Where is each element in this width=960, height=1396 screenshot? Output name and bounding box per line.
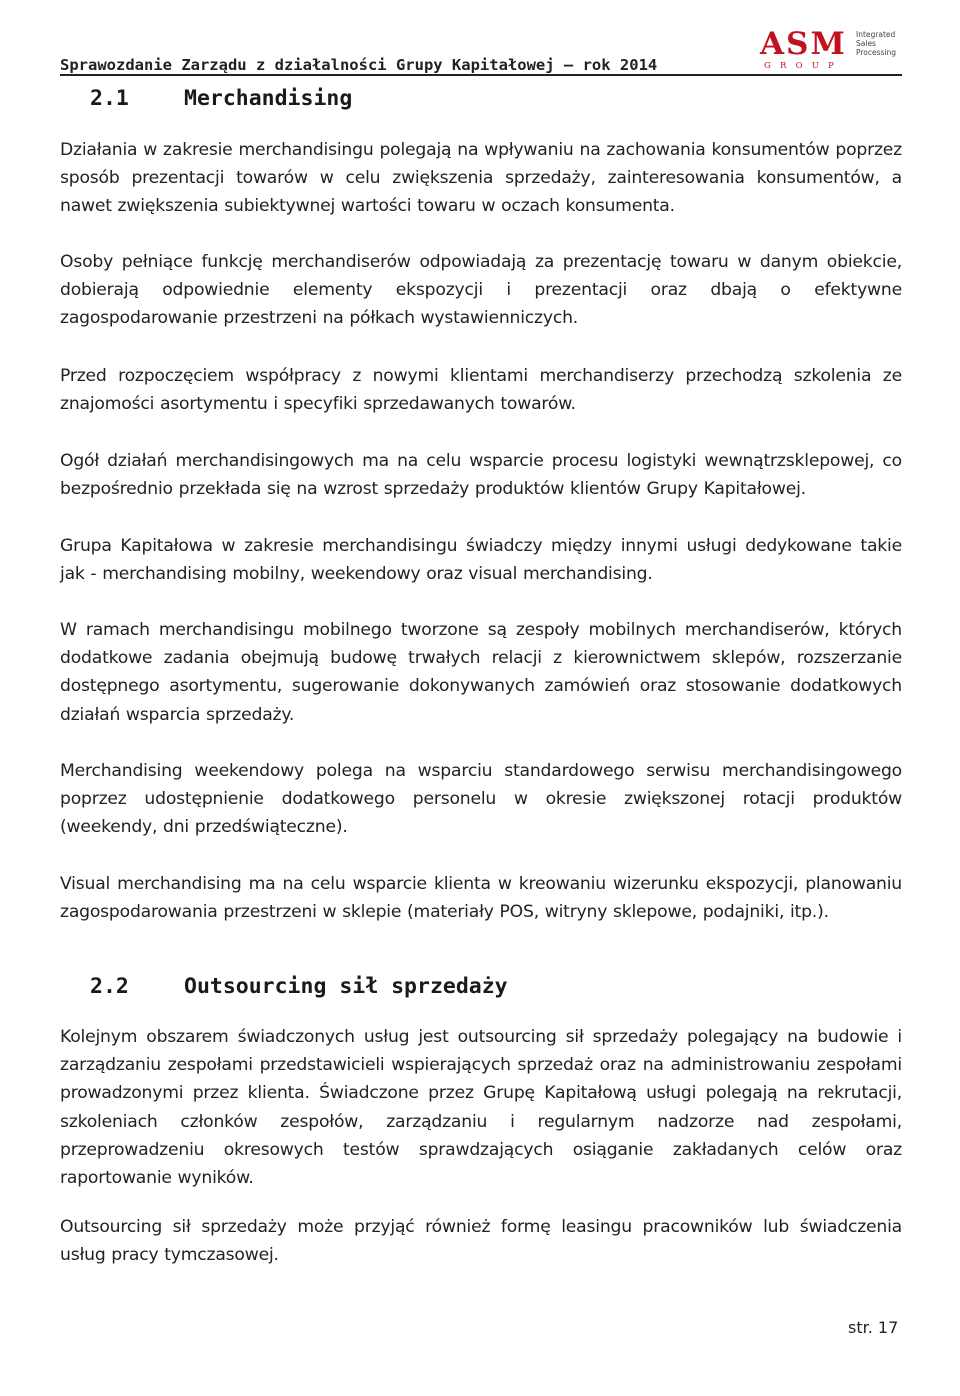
section-title: Merchandising [184,86,353,111]
asm-group-logo [760,28,902,70]
logo-tagline-line: Integrated [856,30,896,39]
paragraph: Grupa Kapitałowa w zakresie merchandisingu świadczy między innymi usługi dedykowane takie jak - merchandising mobilny, weekendowy oraz visual merchandising. [60,536,902,585]
paragraph: Merchandising weekendowy polega na wsparciu standardowego serwisu merchandisingowego poprzez udostępnienie dodatkowego personelu w okresie zwiększonej rotacji produktów (weekendy, dni przedświąteczne). [60,761,902,838]
paragraph: Outsourcing sił sprzedaży może przyjąć również formę leasingu pracowników lub świadczenia usług pracy tymczasowej. [60,1217,902,1266]
paragraph: Visual merchandising ma na celu wsparcie klienta w kreowaniu wizerunku ekspozycji, planowaniu zagospodarowania przestrzeni w sklepie (materiały POS, witryny sklepowe, podajniki, itp.). [60,874,902,923]
section-number: 2.1 [90,86,129,111]
paragraph: Kolejnym obszarem świadczonych usług jest outsourcing sił sprzedaży polegający na budowie i zarządzaniu zespołami przedstawicieli wspierających sprzedaż oraz na administrowaniu zespołami prowadzonymi przez klienta. Świadczone przez Grupę Kapitałową usługi polegają na rekrutacji, szkoleniach członków zespołów, zarządzaniu i regularnym nadzorze nad zespołami, przeprowadzeniu okresowych testów sprawdzających osiąganie zakładanych celów oraz raportowanie wyników. [60,1027,902,1189]
header-divider [60,74,902,76]
section-heading-outsourcing [90,974,508,999]
section-title: Outsourcing sił sprzedaży [184,974,508,999]
logo-wordmark: ASM [760,26,847,62]
section-number: 2.2 [90,974,129,999]
page-number: str. 17 [848,1318,899,1337]
logo-tagline-line: Sales [856,39,876,48]
paragraph: Działania w zakresie merchandisingu polegają na wpływaniu na zachowania konsumentów poprzez sposób prezentacji towarów w celu zwiększenia sprzedaży, zainteresowania konsumentów, a nawet zwiększenia subiektywnej wartości towaru w oczach konsumenta. [60,140,902,217]
logo-tagline-line: Processing [856,48,897,57]
paragraph: Przed rozpoczęciem współpracy z nowymi klientami merchandiserzy przechodzą szkolenia ze znajomości asortymentu i specyfiki sprzedawanych towarów. [60,366,902,415]
paragraph: Ogół działań merchandisingowych ma na celu wsparcie procesu logistyki wewnątrzsklepowej, co bezpośrednio przekłada się na wzrost sprzedaży produktów klientów Grupy Kapitałowej. [60,451,902,500]
paragraph: Osoby pełniące funkcję merchandiserów odpowiadają za prezentację towaru w danym obiekcie, dobierają odpowiednie elementy ekspozycji i prezentacji oraz dbają o efektywne zagospodarowanie przestrzeni na półkach wystawienniczych. [60,252,902,329]
paragraph: W ramach merchandisingu mobilnego tworzone są zespoły mobilnych merchandiserów, których dodatkowe zadania obejmują budowę trwałych relacji z kierownictwem sklepów, rozszerzanie dostępnego asortymentu, sugerowanie dokonywanych zamówień oraz stosowanie dodatkowych działań wsparcia sprzedaży. [60,620,902,725]
logo-group-text: GROUP [764,61,844,71]
logo-tagline [856,30,916,57]
section-heading-merchandising [90,86,352,111]
report-header-title: Sprawozdanie Zarządu z działalności Grupy Kapitałowej – rok 2014 [60,56,658,74]
